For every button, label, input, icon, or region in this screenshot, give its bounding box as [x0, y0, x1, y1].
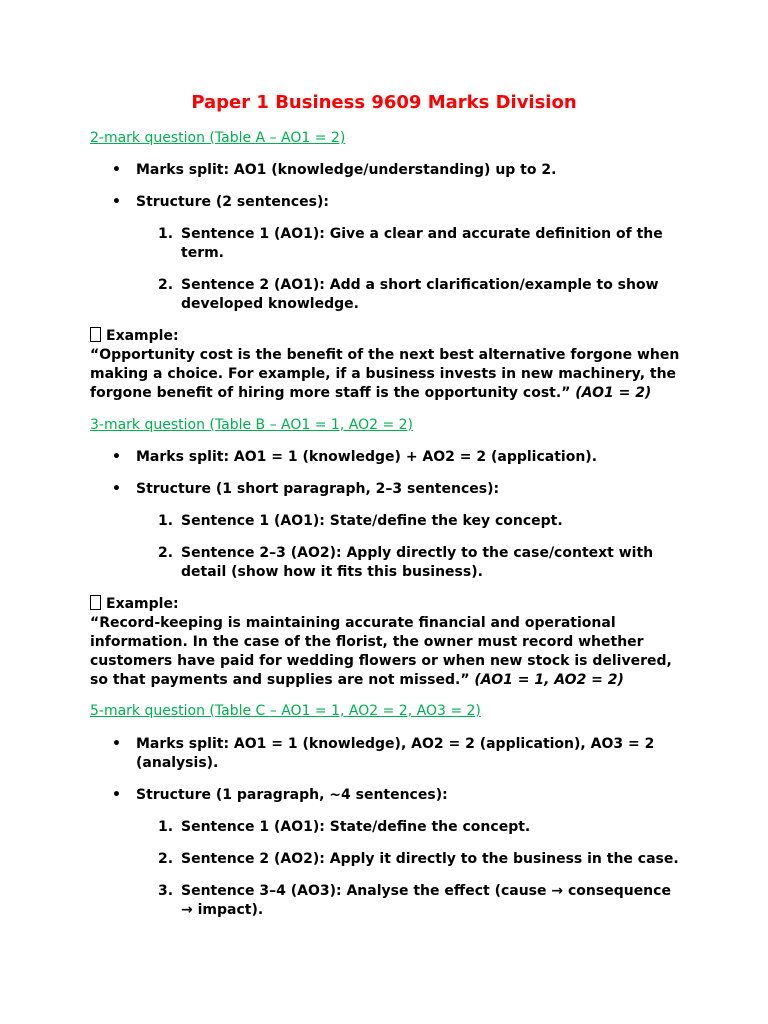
section-heading-3-mark: 3-mark question (Table B – AO1 = 1, AO2 = 2)	[90, 417, 413, 433]
bullet-text: Marks split: AO1 (knowledge/understanding) up to 2.	[136, 162, 557, 178]
example-marks: (AO1 = 1, AO2 = 2)	[474, 672, 624, 688]
item-number: 3.	[158, 883, 174, 899]
example-quote: “Opportunity cost is the benefit of the next best alternative forgone when making a choice. For example, if a business invests in new machinery, the forgone benefit of hiring more staff is the opportunity cost.”	[90, 347, 680, 401]
bullet-icon: •	[112, 449, 121, 465]
bullet-text: Structure (1 short paragraph, 2–3 sentences):	[136, 481, 500, 497]
numbered-text: Sentence 1 (AO1): Give a clear and accurate definition of the term.	[181, 226, 663, 261]
numbered-text: Sentence 2–3 (AO2): Apply directly to the case/context with detail (show how it fits this business).	[181, 545, 654, 580]
item-number: 2.	[158, 277, 174, 293]
example-quote: “Record-keeping is maintaining accurate financial and operational information. In the case of the florist, the owner must record whether customers have paid for wedding flowers or when new stock is delivered, so that payments and supplies are not missed.”	[90, 615, 672, 688]
item-number: 1.	[158, 226, 174, 242]
example-label: Example:	[106, 328, 179, 344]
bullet-icon: •	[112, 787, 121, 803]
bullet-text: Structure (1 paragraph, ~4 sentences):	[136, 787, 448, 803]
example-text	[90, 346, 680, 403]
example-label: Example:	[106, 596, 179, 612]
missing-glyph-icon	[90, 595, 101, 610]
numbered-text: Sentence 1 (AO1): State/define the concept.	[181, 819, 531, 835]
bullet-text: Marks split: AO1 = 1 (knowledge) + AO2 = 2 (application).	[136, 449, 598, 465]
example-heading	[90, 595, 179, 614]
example-heading	[90, 327, 179, 346]
bullet-text: Structure (2 sentences):	[136, 194, 329, 210]
section-heading-2-mark: 2-mark question (Table A – AO1 = 2)	[90, 130, 346, 146]
numbered-text: Sentence 3–4 (AO3): Analyse the effect (cause → consequence → impact).	[181, 883, 671, 918]
numbered-text: Sentence 2 (AO1): Add a short clarification/example to show developed knowledge.	[181, 277, 659, 312]
example-marks: (AO1 = 2)	[575, 385, 652, 401]
example-text	[90, 614, 680, 690]
bullet-icon: •	[112, 736, 121, 752]
item-number: 1.	[158, 513, 174, 529]
bullet-text: Marks split: AO1 = 1 (knowledge), AO2 = 2 (application), AO3 = 2 (analysis).	[136, 736, 655, 771]
section-heading-5-mark: 5-mark question (Table C – AO1 = 1, AO2 = 2, AO3 = 2)	[90, 703, 481, 719]
item-number: 2.	[158, 851, 174, 867]
missing-glyph-icon	[90, 327, 101, 342]
item-number: 2.	[158, 545, 174, 561]
bullet-icon: •	[112, 481, 121, 497]
numbered-text: Sentence 2 (AO2): Apply it directly to the business in the case.	[181, 851, 679, 867]
numbered-text: Sentence 1 (AO1): State/define the key concept.	[181, 513, 563, 529]
item-number: 1.	[158, 819, 174, 835]
bullet-icon: •	[112, 162, 121, 178]
bullet-icon: •	[112, 194, 121, 210]
page-title: Paper 1 Business 9609 Marks Division	[191, 92, 577, 113]
